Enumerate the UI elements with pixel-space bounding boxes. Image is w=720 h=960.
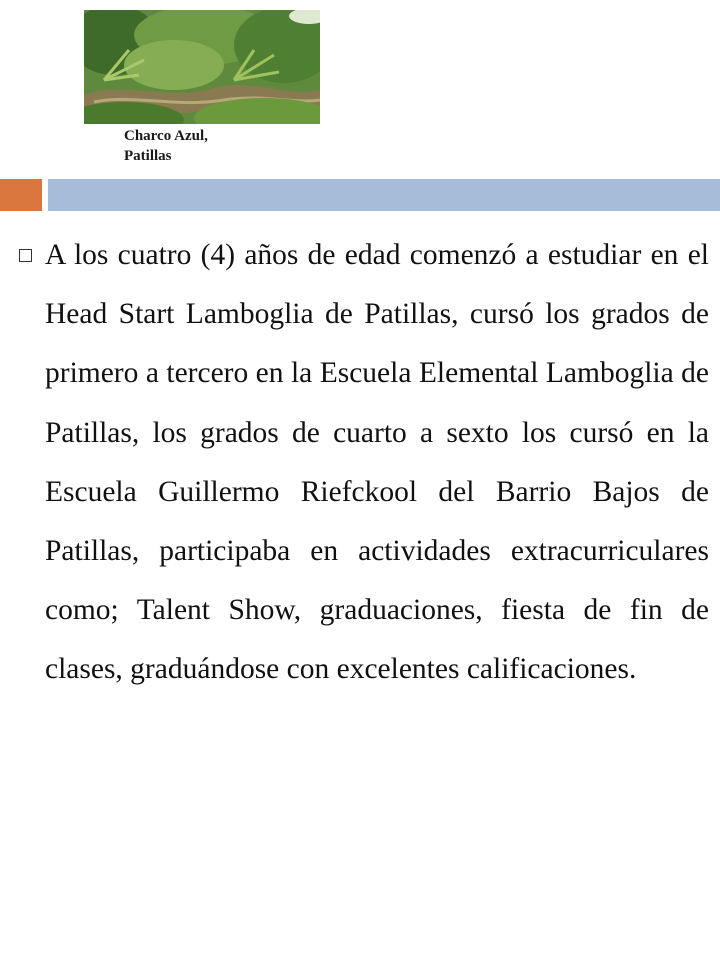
photo-caption	[124, 126, 324, 166]
caption-line-2: Patillas	[124, 148, 172, 164]
river-photo	[84, 10, 320, 124]
header-bar	[48, 179, 720, 211]
square-bullet-icon	[19, 249, 32, 262]
caption-line-1: Charco Azul,	[124, 128, 208, 144]
river-photo-graphic	[84, 10, 320, 124]
bullet-paragraph: A los cuatro (4) años de edad comenzó a estudiar en el Head Start Lamboglia de Patillas, cursó los grados de primero a tercero en la Escuela Elemental Lamboglia de Patillas, los grados de cuarto a sexto los cursó en la Escuela Guillermo Riefckool del Barrio Bajos de Patillas, participaba en actividades extracurriculares como; Talent Show, graduaciones, fiesta de fin de clases, graduándose con excelentes calificaciones.	[45, 239, 709, 686]
accent-bar	[0, 179, 42, 211]
